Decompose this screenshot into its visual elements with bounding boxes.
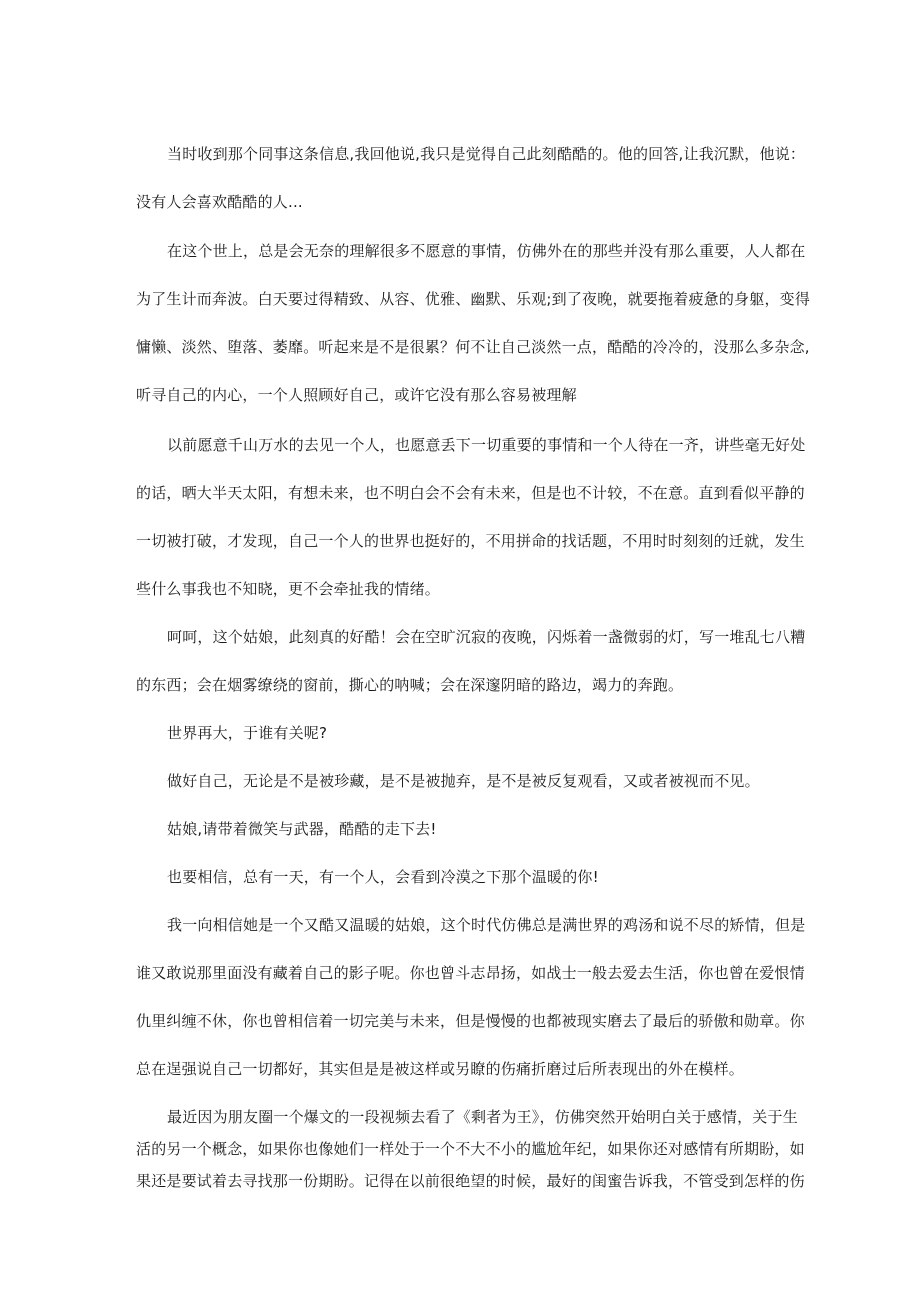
- text-line: 也要相信，总有一天，有一个人，会看到冷漠之下那个温暖的你!: [167, 868, 599, 886]
- text-line: 为了生计而奔波。白天要过得精致、从容、优雅、幽默、乐观;到了夜晚，就要拖着疲惫的身躯，变得: [136, 290, 811, 308]
- text-line: 慵懒、淡然、堕落、萎靡。听起来是不是很累？何不让自己淡然一点，酷酷的冷冷的，没那么多杂念,: [136, 338, 810, 356]
- text-line: 总在逞强说自己一切都好，其实但是是被这样或另瞭的伤痛折磨过后所表现出的外在模样。: [136, 1060, 745, 1078]
- text-line: 果还是要试着去寻找那一份期盼。记得在以前很绝望的时候，最好的闺蜜告诉我，不管受到怎样的伤: [136, 1172, 805, 1190]
- text-line: 仇里纠缠不休，你也曾相信着一切完美与未来，但是慢慢的也都被现实磨去了最后的骄傲和勋章。你: [136, 1012, 805, 1030]
- text-line: 我一向相信她是一个又酷又温暖的姑娘，这个时代仿佛总是满世界的鸡汤和说不尽的矫情，但是: [167, 916, 806, 934]
- text-line: 听寻自己的内心，一个人照顾好自己，或许它没有那么容易被理解: [136, 386, 577, 404]
- text-line: 谁又敢说那里面没有藏着自己的影子呢。你也曾斗志昂扬，如战士一般去爱去生活，你也曾在爱恨情: [136, 964, 805, 982]
- paragraph-7: [136, 805, 796, 853]
- text-line: 些什么事我也不知晓，更不会牵扯我的情绪。: [136, 580, 441, 598]
- paragraph-8: [136, 853, 796, 901]
- text-line: 呵呵，这个姑娘，此刻真的好酷！会在空旷沉寂的夜晚，闪烁着一盏微弱的灯，写一堆乱七八糟: [167, 628, 806, 646]
- paragraph-5: [136, 709, 796, 757]
- text-line: 活的另一个概念，如果你也像她们一样处于一个不大不小的尴尬年纪，如果你还对感情有所期盼，如: [136, 1140, 805, 1158]
- paragraph-4: [136, 613, 806, 709]
- text-line: 做好自己，无论是不是被珍藏，是不是被抛弃，是不是被反复观看，又或者被视而不见。: [167, 772, 760, 790]
- text-line: 以前愿意千山万水的去见一个人，也愿意丢下一切重要的事情和一个人待在一齐，讲些毫无好处: [167, 436, 806, 454]
- paragraph-3: [136, 421, 806, 613]
- text-line: 当时收到那个同事这条信息,我回他说,我只是觉得自己此刻酷酷的。他的回答,让我沉默，他说：: [167, 145, 806, 163]
- paragraph-2: [136, 227, 811, 419]
- paragraph-1: [136, 130, 806, 226]
- paragraph-6: [136, 757, 796, 805]
- text-line: 一切被打破，才发现，自己一个人的世界也挺好的，不用拼命的找话题，不用时时刻刻的迁就，发生: [136, 532, 805, 550]
- text-line: 最近因为朋友圈一个爆文的一段视频去看了《剩者为王》，仿佛突然开始明白关于感情，关于生: [167, 1108, 798, 1126]
- paragraph-10: [136, 1101, 805, 1197]
- text-line: 没有人会喜欢酷酷的人...: [136, 193, 303, 211]
- text-line: 姑娘,请带着微笑与武器，酷酷的走下去!: [167, 820, 437, 838]
- paragraph-9: [136, 901, 806, 1093]
- text-line: 的东西；会在烟雾缭绕的窗前，撕心的呐喊；会在深邃阴暗的路边，竭力的奔跑。: [136, 676, 684, 694]
- text-line: 在这个世上，总是会无奈的理解很多不愿意的事情，仿佛外在的那些并没有那么重要，人人都在: [167, 242, 806, 260]
- text-line: 世界再大，于谁有关呢?: [167, 724, 328, 742]
- text-line: 的话，晒大半天太阳，有想未来，也不明白会不会有未来，但是也不计较，不在意。直到看似平静的: [136, 484, 805, 502]
